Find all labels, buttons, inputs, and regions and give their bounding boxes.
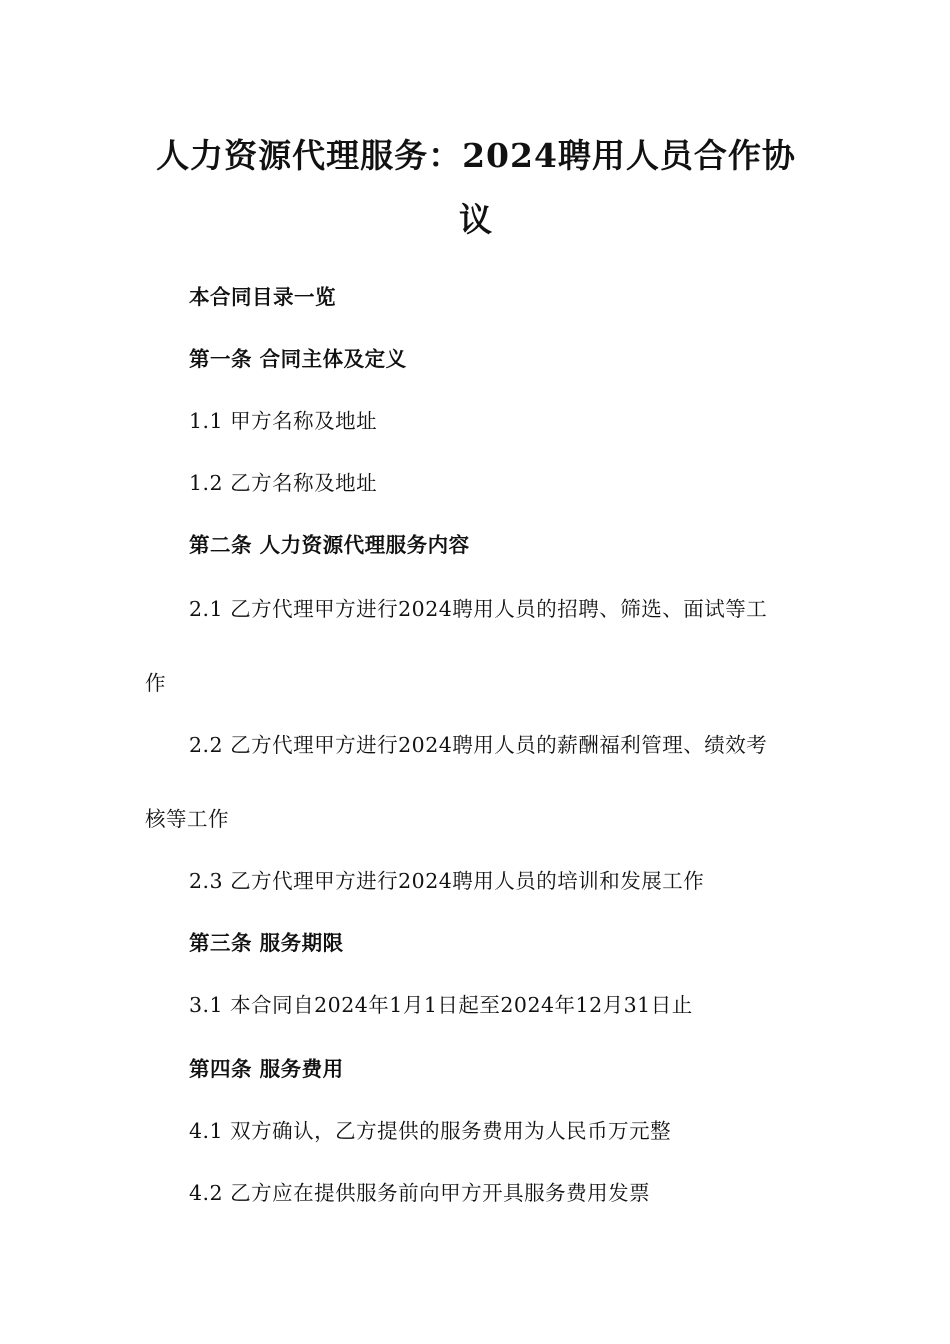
article-4-item-2: 4.2 乙方应在提供服务前向甲方开具服务费用发票 [189, 1181, 651, 1205]
article-2-item-3: 2.3 乙方代理甲方进行2024聘用人员的培训和发展工作 [189, 869, 705, 893]
document-title [145, 124, 807, 252]
article-3-item-1: 3.1 本合同自2024年1月1日起至2024年12月31日止 [189, 993, 693, 1017]
article-2-item-1-line-1: 2.1 乙方代理甲方进行2024聘用人员的招聘、筛选、面试等工 [189, 597, 768, 621]
title-line-2: 议 [459, 200, 493, 239]
article-1-item-1: 1.1 甲方名称及地址 [189, 409, 378, 433]
article-3-heading: 第三条 服务期限 [189, 931, 344, 955]
article-4-heading: 第四条 服务费用 [189, 1057, 344, 1081]
article-4-item-1: 4.1 双方确认，乙方提供的服务费用为人民币万元整 [189, 1119, 672, 1143]
article-2-item-1-line-2: 作 [145, 671, 166, 695]
article-2-item-2-line-2: 核等工作 [145, 807, 229, 831]
article-1-heading: 第一条 合同主体及定义 [189, 347, 407, 371]
toc-heading: 本合同目录一览 [189, 285, 336, 309]
article-1-item-2: 1.2 乙方名称及地址 [189, 471, 378, 495]
article-2-item-2-line-1: 2.2 乙方代理甲方进行2024聘用人员的薪酬福利管理、绩效考 [189, 733, 768, 757]
article-2-heading: 第二条 人力资源代理服务内容 [189, 533, 470, 557]
title-line-1: 人力资源代理服务：2024聘用人员合作协 [156, 136, 796, 175]
